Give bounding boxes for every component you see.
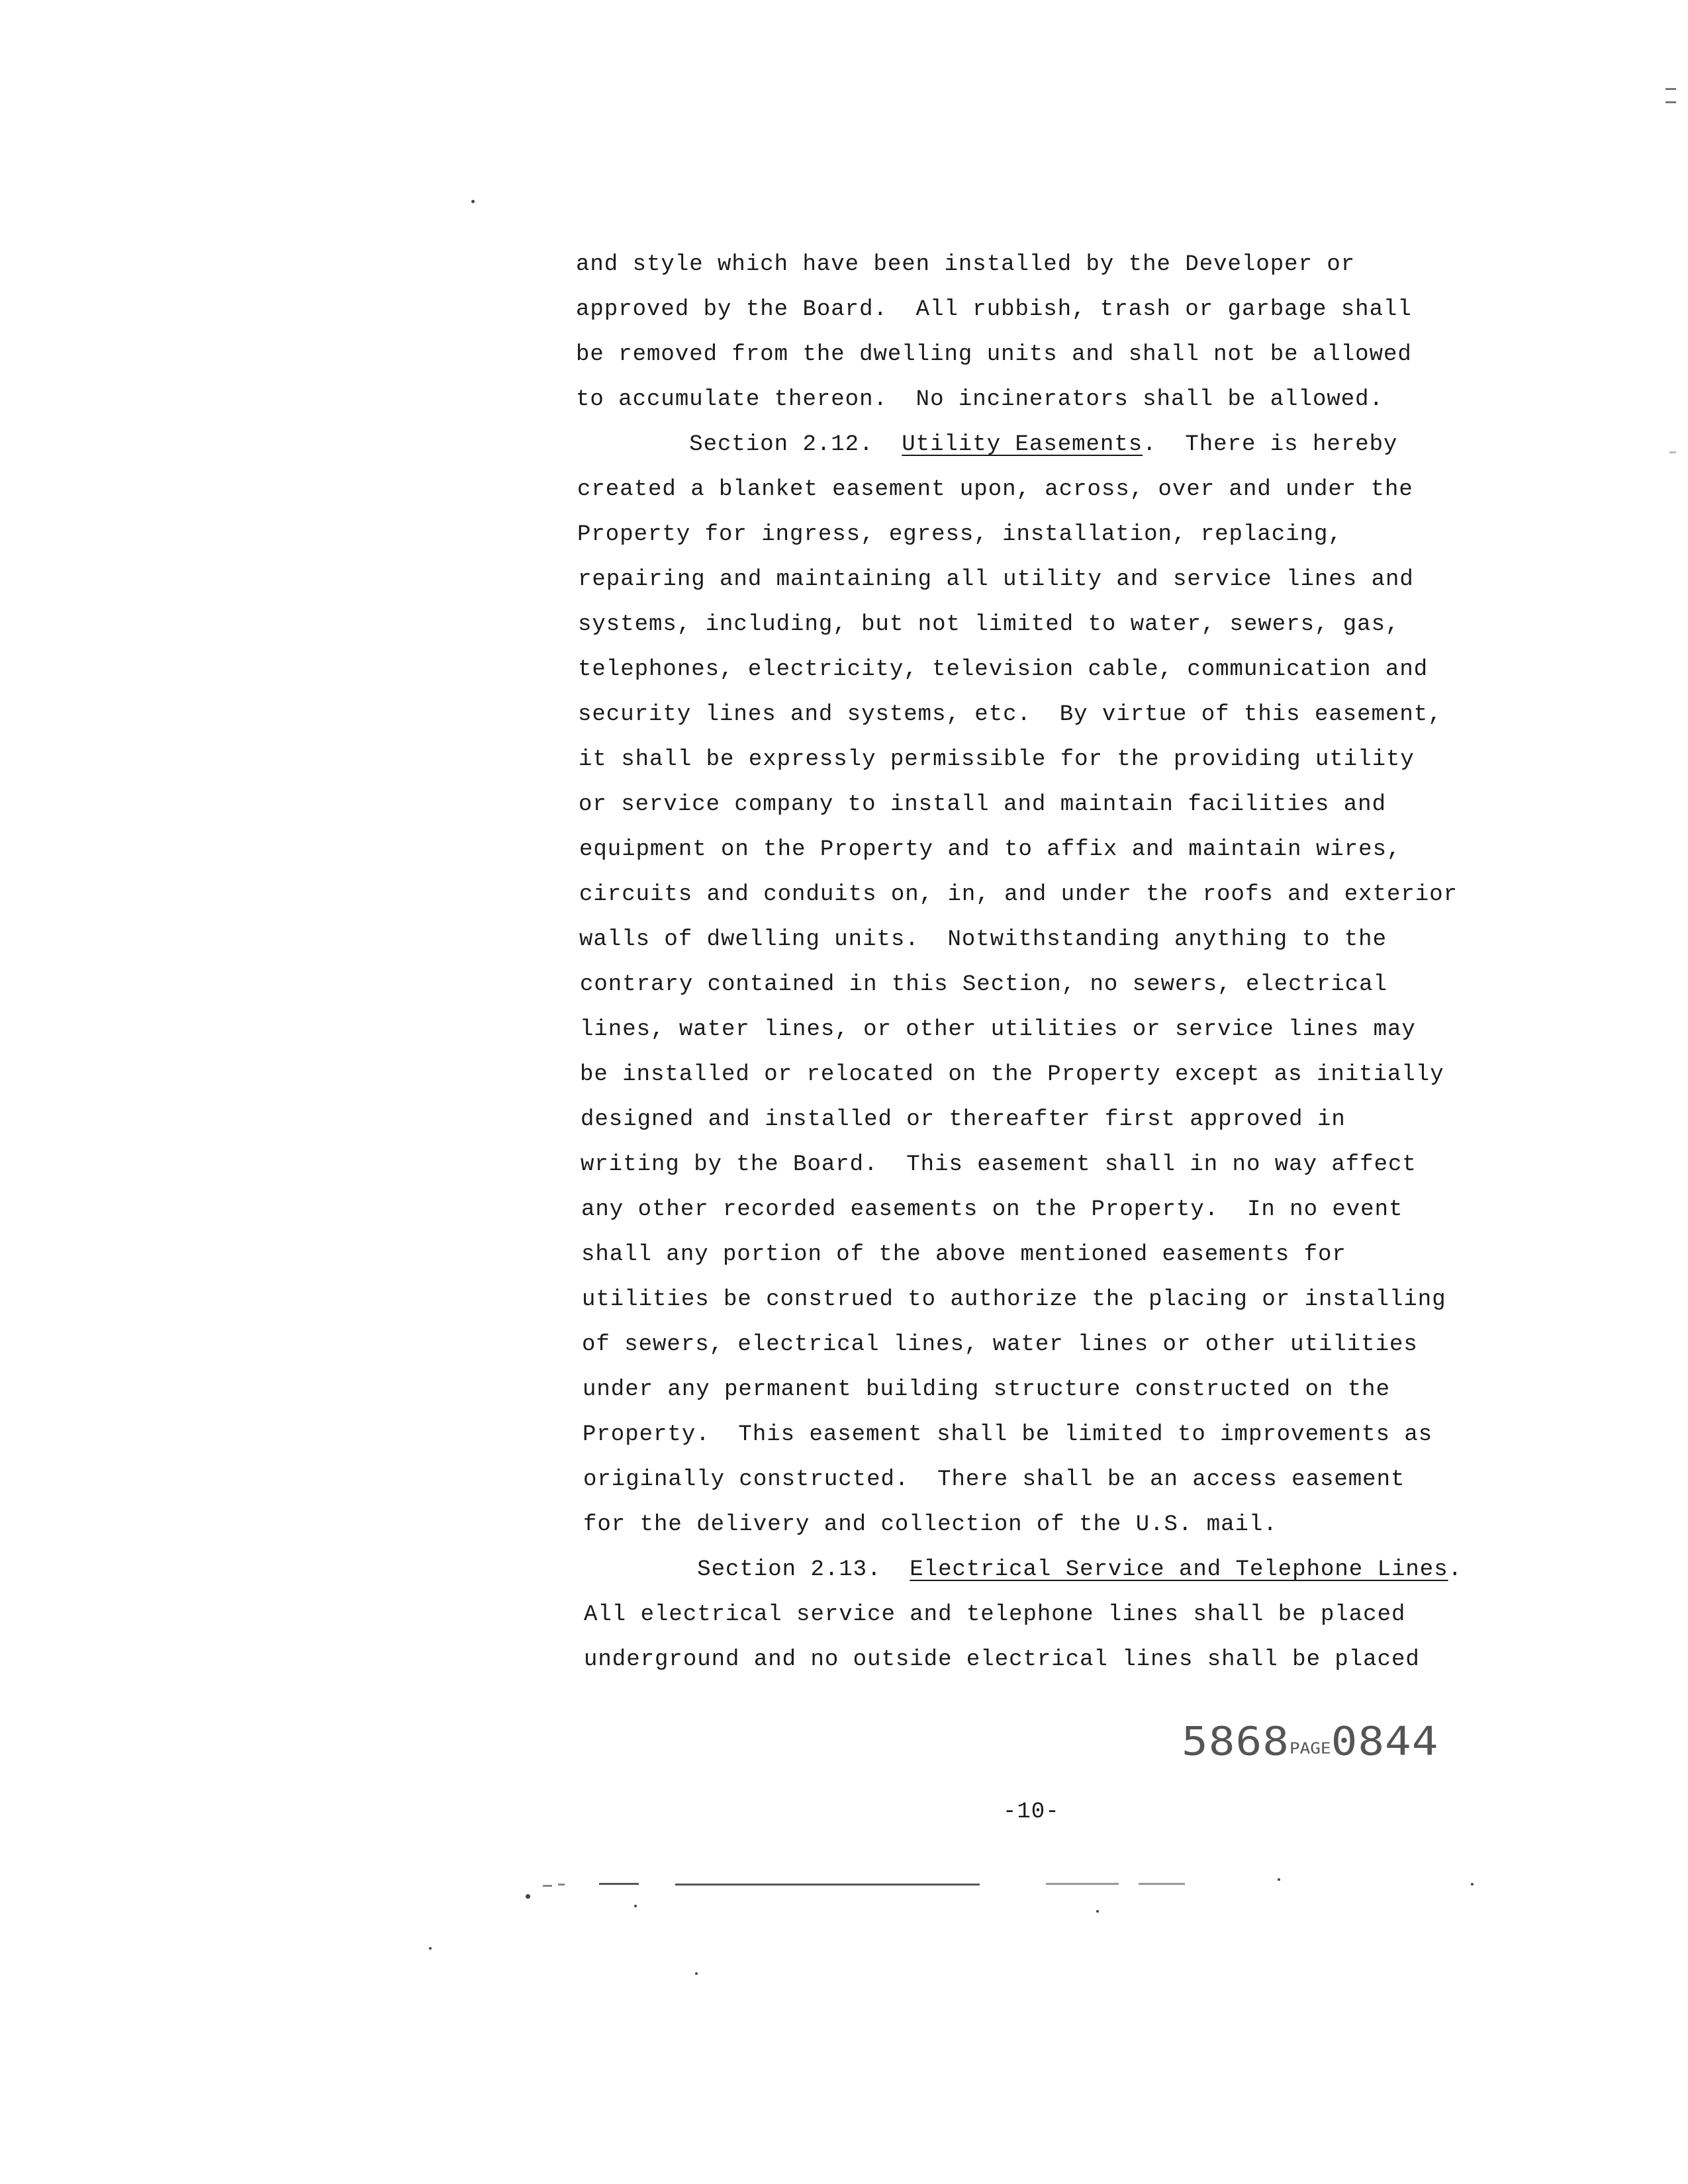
body-line: underground and no outside electrical lines shall be placed bbox=[584, 1647, 1420, 1672]
body-line: created a blanket easement upon, across, over and under the bbox=[577, 477, 1413, 502]
body-line: approved by the Board. All rubbish, trash or garbage shall bbox=[576, 297, 1412, 322]
body-line: or service company to install and maintain facilities and bbox=[579, 792, 1386, 817]
body-line: security lines and systems, etc. By virtue of this easement, bbox=[578, 702, 1442, 727]
body-line: writing by the Board. This easement shall in no way affect bbox=[581, 1152, 1417, 1177]
section-number: Section 2.12. bbox=[576, 432, 902, 457]
section-title: Utility Easements bbox=[902, 432, 1143, 457]
body-line: Property for ingress, egress, installation, replacing, bbox=[577, 522, 1342, 547]
body-line: be removed from the dwelling units and shall not be allowed bbox=[576, 342, 1412, 367]
page-number: -10- bbox=[1003, 1799, 1060, 1825]
section-2-13-heading-line bbox=[584, 1557, 1462, 1583]
scan-artifact bbox=[543, 1885, 552, 1887]
body-line: All electrical service and telephone lines shall be placed bbox=[584, 1602, 1406, 1627]
section-heading-tail: . There is hereby bbox=[1143, 432, 1398, 457]
body-line: utilities be construed to authorize the placing or installing bbox=[582, 1287, 1446, 1312]
body-line: systems, including, but not limited to water, sewers, gas, bbox=[578, 612, 1400, 637]
scan-artifact bbox=[599, 1883, 639, 1885]
body-line: and style which have been installed by the Developer or bbox=[576, 252, 1356, 277]
body-line: it shall be expressly permissible for the providing utility bbox=[579, 747, 1415, 772]
body-line: designed and installed or thereafter first approved in bbox=[581, 1107, 1346, 1132]
section-title: Electrical Service and Telephone Lines bbox=[910, 1557, 1448, 1582]
book-page-stamp bbox=[1182, 1718, 1439, 1770]
scan-artifact bbox=[675, 1884, 980, 1886]
scan-artifact bbox=[1046, 1883, 1119, 1885]
section-number: Section 2.13. bbox=[584, 1557, 910, 1582]
scan-speck bbox=[1278, 1878, 1280, 1881]
scan-edge-mark bbox=[1669, 451, 1676, 453]
scan-artifact bbox=[1139, 1883, 1185, 1885]
scan-speck bbox=[1096, 1910, 1099, 1913]
scan-speck bbox=[526, 1894, 530, 1899]
body-line: lines, water lines, or other utilities or service lines may bbox=[580, 1017, 1416, 1042]
body-line: any other recorded easements on the Property. In no event bbox=[581, 1197, 1403, 1222]
body-line: to accumulate thereon. No incinerators shall be allowed. bbox=[576, 387, 1383, 412]
scan-speck bbox=[634, 1905, 637, 1907]
section-2-12-heading-line bbox=[576, 432, 1397, 458]
body-line: contrary contained in this Section, no sewers, electrical bbox=[580, 972, 1387, 997]
body-line: Property. This easement shall be limited to improvements as bbox=[583, 1422, 1433, 1447]
body-line: equipment on the Property and to affix and maintain wires, bbox=[579, 837, 1401, 862]
body-line: originally constructed. There shall be an access easement bbox=[583, 1467, 1405, 1492]
record-page-number: 0844 bbox=[1331, 1718, 1439, 1764]
section-heading-tail: . bbox=[1448, 1557, 1463, 1582]
page-label: PAGE bbox=[1289, 1739, 1331, 1758]
scan-artifact bbox=[558, 1884, 565, 1886]
body-line: walls of dwelling units. Notwithstanding anything to the bbox=[579, 927, 1387, 952]
body-line: circuits and conduits on, in, and under the roofs and exterior bbox=[579, 882, 1458, 907]
scan-speck bbox=[429, 1947, 432, 1950]
body-line: be installed or relocated on the Property except as initially bbox=[580, 1062, 1444, 1087]
scan-speck bbox=[471, 200, 475, 203]
scan-speck bbox=[695, 1972, 698, 1975]
scan-speck bbox=[1471, 1883, 1474, 1886]
scan-edge-mark bbox=[1665, 101, 1676, 103]
body-line: under any permanent building structure constructed on the bbox=[583, 1377, 1390, 1402]
book-number: 5868 bbox=[1182, 1718, 1289, 1764]
body-line: telephones, electricity, television cable, communication and bbox=[578, 657, 1429, 682]
body-line: of sewers, electrical lines, water lines or other utilities bbox=[582, 1332, 1418, 1357]
body-line: shall any portion of the above mentioned easements for bbox=[581, 1242, 1346, 1267]
body-line: for the delivery and collection of the U.S. mail. bbox=[583, 1512, 1278, 1537]
scan-edge-mark bbox=[1665, 88, 1676, 90]
body-line: repairing and maintaining all utility and service lines and bbox=[578, 567, 1414, 592]
